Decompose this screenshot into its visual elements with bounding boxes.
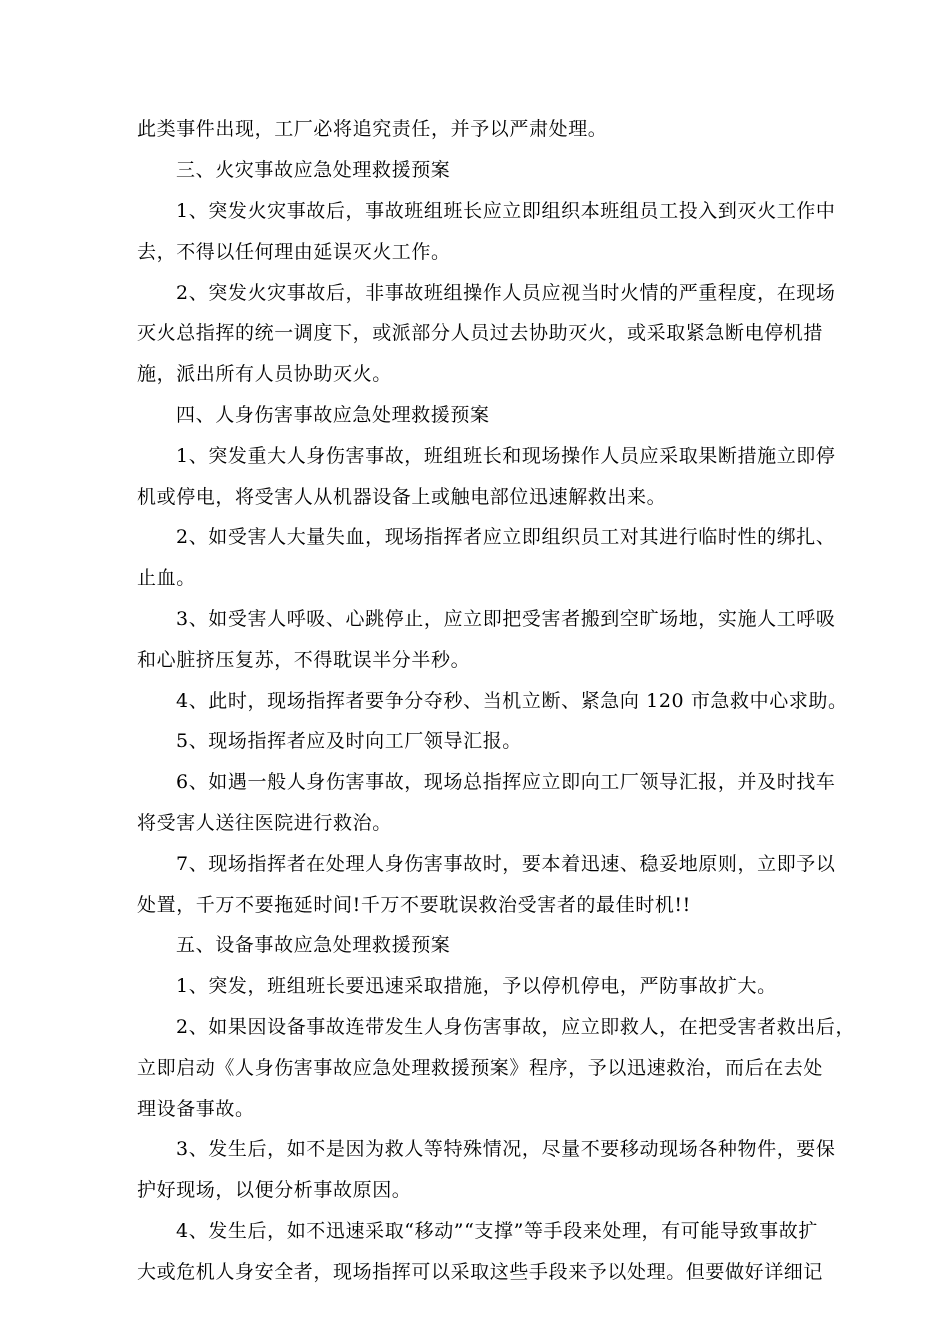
paragraph-line: 1、突发，班组班长要迅速采取措施，予以停机停电，严防事故扩大。 bbox=[176, 975, 777, 997]
paragraph-line: 和心脏挤压复苏，不得耽误半分半秒。 bbox=[137, 649, 471, 671]
paragraph-line: 此类事件出现，工厂必将追究责任，并予以严肃处理。 bbox=[137, 118, 608, 140]
paragraph-line: 4、发生后，如不迅速采取“移动”“支撑”等手段来处理，有可能导致事故扩 bbox=[176, 1220, 818, 1242]
paragraph-line: 2、突发火灾事故后，非事故班组操作人员应视当时火情的严重程度，在现场 bbox=[176, 282, 836, 304]
paragraph-line: 3、发生后，如不是因为救人等特殊情况，尽量不要移动现场各种物件，要保 bbox=[176, 1138, 836, 1160]
section-heading: 三、火灾事故应急处理救援预案 bbox=[176, 159, 451, 181]
paragraph-line: 止血。 bbox=[137, 567, 196, 589]
paragraph-line: 2、如果因设备事故连带发生人身伤害事故，应立即救人，在把受害者救出后， bbox=[176, 1016, 856, 1038]
paragraph-line: 大或危机人身安全者，现场指挥可以采取这些手段来予以处理。但要做好详细记 bbox=[137, 1261, 824, 1283]
paragraph-line: 6、如遇一般人身伤害事故，现场总指挥应立即向工厂领导汇报，并及时找车 bbox=[176, 771, 836, 793]
paragraph-line: 施，派出所有人员协助灭火。 bbox=[137, 363, 392, 385]
paragraph-line: 去，不得以任何理由延误灭火工作。 bbox=[137, 241, 451, 263]
paragraph-line: 7、现场指挥者在处理人身伤害事故时，要本着迅速、稳妥地原则，立即予以 bbox=[176, 853, 836, 875]
paragraph-line: 1、突发重大人身伤害事故，班组班长和现场操作人员应采取果断措施立即停 bbox=[176, 445, 836, 467]
paragraph-line: 护好现场，以便分析事故原因。 bbox=[137, 1179, 412, 1201]
paragraph-line: 灭火总指挥的统一调度下，或派部分人员过去协助灭火，或采取紧急断电停机措 bbox=[137, 322, 824, 344]
paragraph-line: 2、如受害人大量失血，现场指挥者应立即组织员工对其进行临时性的绑扎、 bbox=[176, 526, 836, 548]
paragraph-line: 1、突发火灾事故后，事故班组班长应立即组织本班组员工投入到灭火工作中 bbox=[176, 200, 836, 222]
paragraph-line: 立即启动《人身伤害事故应急处理救援预案》程序，予以迅速救治，而后在去处 bbox=[137, 1057, 824, 1079]
paragraph-line: 4、此时，现场指挥者要争分夺秒、当机立断、紧急向 120 市急救中心求助。 bbox=[176, 690, 848, 712]
paragraph-line: 处置，千万不要拖延时间!千万不要耽误救治受害者的最佳时机!! bbox=[137, 894, 691, 916]
section-heading: 五、设备事故应急处理救援预案 bbox=[176, 934, 451, 956]
section-heading: 四、人身伤害事故应急处理救援预案 bbox=[176, 404, 490, 426]
paragraph-line: 将受害人送往医院进行救治。 bbox=[137, 812, 392, 834]
paragraph-line: 3、如受害人呼吸、心跳停止，应立即把受害者搬到空旷场地，实施人工呼吸 bbox=[176, 608, 836, 630]
paragraph-line: 5、现场指挥者应及时向工厂领导汇报。 bbox=[176, 730, 522, 752]
paragraph-line: 机或停电，将受害人从机器设备上或触电部位迅速解救出来。 bbox=[137, 486, 667, 508]
paragraph-line: 理设备事故。 bbox=[137, 1098, 255, 1120]
